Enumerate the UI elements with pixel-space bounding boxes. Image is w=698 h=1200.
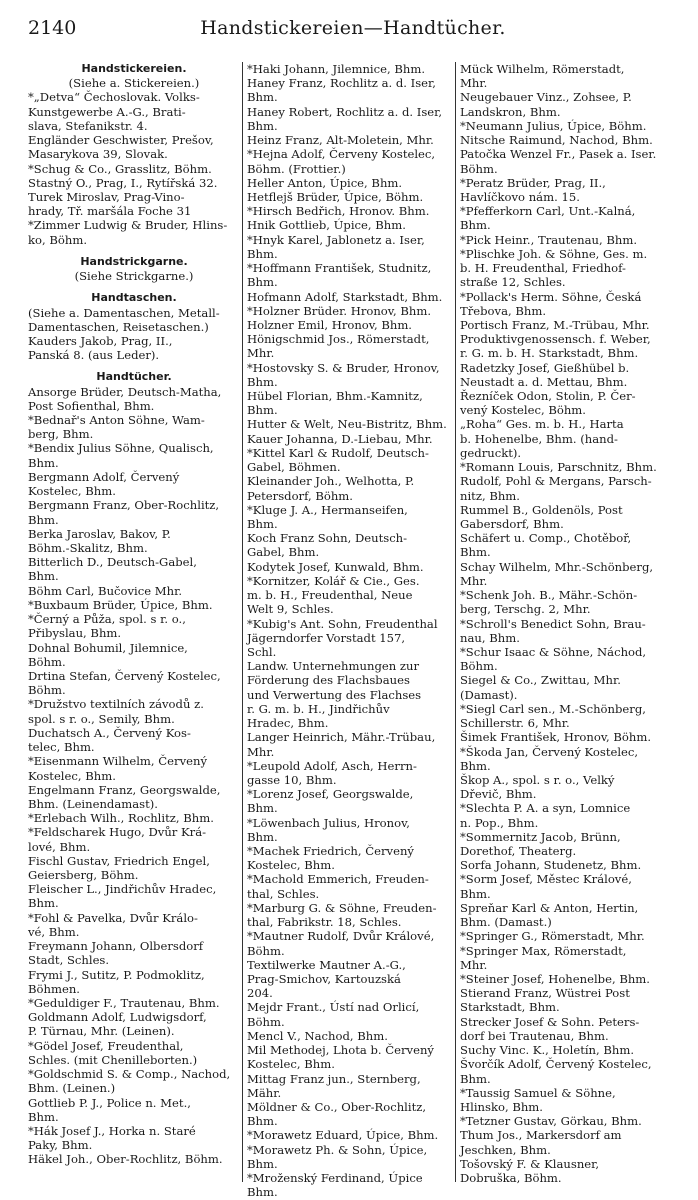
listing-line: *Neumann Julius, Úpice, Böhm. xyxy=(460,118,647,133)
column-2 xyxy=(247,62,453,1200)
listing-line: Berka Jaroslav, Bakov, P. xyxy=(28,526,171,541)
listing-line: Engländer Geschwister, Prešov, xyxy=(28,133,214,148)
listing-line: Engelmann Franz, Georgswalde, xyxy=(28,782,221,797)
listing-line: Möldner & Co., Ober-Rochlitz, xyxy=(247,1099,427,1114)
listing-line: *Taussig Samuel & Söhne, xyxy=(460,1085,616,1100)
listing-line: Heinz Franz, Alt-Moletein, Mhr. xyxy=(247,133,434,148)
listing-line: (Siehe a. Damentaschen, Metall- xyxy=(28,305,220,320)
listing-line: Ansorge Brüder, Deutsch-Matha, xyxy=(28,384,222,399)
listing-line: *Slechta P. A. a syn, Lomnice xyxy=(460,801,631,816)
listing-line: *Bednař's Anton Söhne, Wam- xyxy=(28,413,205,428)
listing-line: Hutter & Welt, Neu-Bistritz, Bhm. xyxy=(247,417,447,432)
listing-line: Hübel Florian, Bhm.-Kamnitz, xyxy=(247,389,423,404)
listing-line: *Černý a Půža, spol. s r. o., xyxy=(28,612,186,627)
listing-line: *Hostovsky S. & Bruder, Hronov, xyxy=(247,360,440,375)
listing-line: Landskron, Bhm. xyxy=(460,104,561,119)
listing-line: *Geduldiger F., Trautenau, Bhm. xyxy=(28,996,220,1010)
listing-line: *„Detva“ Čechoslovak. Volks- xyxy=(28,90,200,105)
listing-line: gedruckt). xyxy=(460,445,522,460)
listing-line: *Lorenz Josef, Georgswalde, xyxy=(247,787,414,802)
listing-line: *Fohl & Pavelka, Dvůr Králo- xyxy=(28,910,198,925)
listing-line: *Steiner Josef, Hohenelbe, Bhm. xyxy=(460,972,650,986)
section-heading: Handtaschen. xyxy=(91,291,177,305)
listing-line: Mil Methodej, Lhota b. Červený xyxy=(247,1043,434,1058)
listing-line: *Romann Louis, Parschnitz, Bhm. xyxy=(460,460,657,475)
listing-line: Rummel B., Goldenöls, Post xyxy=(460,502,623,517)
listing-line: *Zimmer Ludwig & Bruder, Hlins- xyxy=(28,218,228,233)
listing-line: Häkel Joh., Ober-Rochlitz, Böhm. xyxy=(28,1152,223,1167)
listing-line: Nitsche Raimund, Nachod, Bhm. xyxy=(460,133,653,148)
listing-line: Fleischer L., Jindřichův Hradec, xyxy=(28,882,217,897)
listing-line: Jägerndorfer Vorstadt 157, xyxy=(247,630,406,645)
listing-line: Gottlieb P. J., Police n. Met., xyxy=(28,1095,191,1110)
listing-line: Suchy Vinc. K., Holetín, Bhm. xyxy=(460,1043,635,1058)
listing-line: telec, Bhm. xyxy=(28,740,95,755)
listing-line: n. Pop., Bhm. xyxy=(460,815,539,830)
listing-line: *Hák Josef J., Horka n. Staré xyxy=(28,1123,196,1138)
listing-line: und Verwertung des Flachses xyxy=(247,687,422,702)
listing-line: Freymann Johann, Olbersdorf xyxy=(28,939,204,954)
listing-line: Mencl V., Nachod, Bhm. xyxy=(247,1028,388,1043)
listing-line: Goldmann Adolf, Ludwigsdorf, xyxy=(28,1010,207,1025)
listing-line: „Roha“ Ges. m. b. H., Harta xyxy=(460,417,624,432)
listing-line: *Morawetz Ph. & Sohn, Úpice, xyxy=(247,1142,428,1157)
listing-line: *Sorm Josef, Městec Králové, xyxy=(460,872,632,887)
listing-line: Mejdr Frant., Ústí nad Orlicí, xyxy=(247,1000,420,1015)
listing-line: *Pick Heinr., Trautenau, Bhm. xyxy=(460,232,638,247)
listing-line: (Siehe a. Stickereien.) xyxy=(68,76,200,91)
listing-line: gasse 10, Bhm. xyxy=(247,772,337,787)
listing-line: Tošovský F. & Klausner, xyxy=(460,1156,600,1171)
listing-line: Šimek František, Hronov, Böhm. xyxy=(460,730,652,745)
listing-line: Hetflejš Brüder, Úpice, Böhm. xyxy=(247,189,424,204)
listing-line: Hönigschmid Jos., Römerstadt, xyxy=(247,332,430,347)
listing-line: Jeschken, Bhm. xyxy=(460,1142,551,1157)
listing-line: Bhm. xyxy=(28,569,59,584)
listing-line: Welt 9, Schles. xyxy=(247,602,334,617)
listing-line: hrady, Tř. maršála Foche 31 xyxy=(28,204,192,219)
listing-line: Haney Franz, Rochlitz a. d. Iser, xyxy=(247,76,436,91)
listing-line: *Hoffmann František, Studnitz, xyxy=(247,261,432,276)
listing-line: slava, Stefanikstr. 4. xyxy=(28,118,148,133)
listing-line: Radetzky Josef, Gießhübel b. xyxy=(460,360,630,375)
listing-line: *Škoda Jan, Červený Kostelec, xyxy=(460,744,639,759)
listing-line: Böhm. xyxy=(28,683,66,698)
listing-line: Mittag Franz jun., Sternberg, xyxy=(247,1071,421,1086)
listing-line: Böhmen. xyxy=(28,981,80,996)
listing-line: Kostelec, Bhm. xyxy=(28,768,116,783)
listing-line: *Springer G., Römerstadt, Mhr. xyxy=(460,929,645,944)
listing-line: P. Türnau, Mhr. (Leinen). xyxy=(28,1024,175,1039)
listing-line: b. Hohenelbe, Bhm. (hand- xyxy=(460,431,618,446)
listing-line: Hlinsko, Bhm. xyxy=(460,1099,543,1114)
listing-line: Třebova, Bhm. xyxy=(460,303,547,318)
listing-line: Mähr. xyxy=(247,1085,282,1100)
listing-line: Bhm. xyxy=(247,1185,278,1200)
listing-line: *Erlebach Wilh., Rochlitz, Bhm. xyxy=(28,811,214,826)
column-divider xyxy=(455,62,456,1182)
listing-line: *Morawetz Eduard, Úpice, Bhm. xyxy=(247,1128,439,1143)
listing-line: Gabel, Böhmen. xyxy=(247,460,341,475)
listing-line: Frymi J., Sutitz, P. Podmoklitz, xyxy=(28,967,205,982)
listing-line: Mhr. xyxy=(247,744,275,759)
running-title: Handstickereien—Handtücher. xyxy=(200,17,506,39)
listing-line: Gabersdorf, Bhm. xyxy=(460,517,564,531)
listing-line: *Tetzner Gustav, Görkau, Bhm. xyxy=(460,1114,642,1129)
listing-line: Bitterlich D., Deutsch-Gabel, xyxy=(28,555,197,570)
listing-line: Böhm Carl, Bučovice Mhr. xyxy=(28,583,183,598)
listing-line: ko, Böhm. xyxy=(28,232,88,247)
listing-line: Stadt, Schles. xyxy=(28,953,110,968)
listing-line: Bhm. xyxy=(247,1114,278,1129)
listing-line: Bhm. xyxy=(460,1071,491,1086)
listing-line: Kostelec, Bhm. xyxy=(247,1057,335,1072)
listing-line: Geiersberg, Böhm. xyxy=(28,868,139,883)
section-heading: Handstrickgarne. xyxy=(80,254,188,268)
listing-line: *Kubig's Ant. Sohn, Freudenthal xyxy=(247,616,438,631)
listing-line: Förderung des Flachsbaues xyxy=(247,673,410,688)
listing-line: Spreňar Karl & Anton, Hertin, xyxy=(460,900,639,915)
listing-line: *Löwenbach Julius, Hronov, xyxy=(247,815,410,830)
listing-line: Starkstadt, Bhm. xyxy=(460,1000,560,1015)
listing-line: Strecker Josef & Sohn. Peters- xyxy=(460,1014,640,1029)
listing-line: lové, Bhm. xyxy=(28,839,91,854)
listing-line: Neustadt a. d. Mettau, Bhm. xyxy=(460,374,628,389)
listing-line: Gabel, Bhm. xyxy=(247,545,320,560)
listing-line: Bhm. xyxy=(28,896,59,911)
listing-line: Heller Anton, Úpice, Bhm. xyxy=(247,175,403,190)
listing-line: straße 12, Schles. xyxy=(460,275,566,290)
listing-line: r. G. m. b. H., Jindřichův xyxy=(247,701,390,716)
listing-line: r. G. m. b. H. Starkstadt, Bhm. xyxy=(460,346,639,361)
section-heading: Handtücher. xyxy=(96,370,172,384)
spacer xyxy=(28,247,240,255)
listing-line: Dřevič, Bhm. xyxy=(460,787,537,802)
listing-line: *Buxbaum Brüder, Úpice, Bhm. xyxy=(28,597,213,612)
listing-line: Bhm. (Leinen.) xyxy=(28,1081,116,1096)
listing-line: Holzner Emil, Hronov, Bhm. xyxy=(247,317,412,332)
listing-line: Drtina Stefan, Červený Kostelec, xyxy=(28,668,221,683)
listing-line: Böhm. (Frottier.) xyxy=(247,161,346,176)
listing-line: Havlíčkovo nám. 15. xyxy=(460,189,580,204)
listing-line: Švorčík Adolf, Červený Kostelec, xyxy=(460,1057,652,1072)
listing-line: Panská 8. (aus Leder). xyxy=(28,348,160,363)
listing-line: Schl. xyxy=(247,644,277,659)
spacer xyxy=(28,362,240,370)
listing-line: Schäfert u. Comp., Chotěboř, xyxy=(460,531,632,546)
listing-line: Böhm. xyxy=(28,654,66,669)
listing-line: Kostelec, Bhm. xyxy=(247,858,335,873)
listing-line: spol. s r. o., Semily, Bhm. xyxy=(28,711,175,726)
listing-line: Damentaschen, Reisetaschen.) xyxy=(28,319,209,334)
listing-line: Mück Wilhelm, Römerstadt, xyxy=(460,62,625,76)
listing-line: Mhr. xyxy=(460,957,488,972)
listing-line: Stierand Franz, Wüstrei Post xyxy=(460,986,630,1001)
page-number: 2140 xyxy=(28,17,77,39)
listing-line: Portisch Franz, M.-Trübau, Mhr. xyxy=(460,317,650,332)
listing-line: Kleinander Joh., Welhotta, P. xyxy=(247,474,415,489)
column-divider xyxy=(242,62,243,1182)
listing-line: *Peratz Brüder, Prag, II., xyxy=(460,175,606,190)
listing-line: Stastný O., Prag, I., Rytířská 32. xyxy=(28,175,218,190)
listing-line: Bhm. xyxy=(247,403,278,418)
listing-line: *Haki Johann, Jilemnice, Bhm. xyxy=(247,62,426,76)
listing-line: Hnik Gottlieb, Úpice, Bhm. xyxy=(247,218,406,233)
listing-line: Böhm. xyxy=(247,1014,285,1029)
listing-line: *Schenk Joh. B., Mähr.-Schön- xyxy=(460,588,638,603)
listing-line: Fischl Gustav, Friedrich Engel, xyxy=(28,853,210,868)
listing-line: Bhm. xyxy=(247,374,278,389)
listing-line: Bhm. xyxy=(28,455,59,470)
listing-line: (Damast). xyxy=(460,687,518,702)
page-header xyxy=(28,14,678,42)
listing-line: Bhm. xyxy=(247,275,278,290)
listing-line: Bhm. xyxy=(460,218,491,233)
listing-line: b. H. Freudenthal, Friedhof- xyxy=(460,261,626,276)
listing-line: Kodytek Josef, Kunwald, Bhm. xyxy=(247,559,424,574)
listing-line: Kunstgewerbe A.-G., Brati- xyxy=(28,104,186,119)
listing-line: Paky, Bhm. xyxy=(28,1138,93,1153)
listing-line: Kauer Johanna, D.-Liebau, Mhr. xyxy=(247,431,433,446)
listing-line: Kauders Jakob, Prag, II., xyxy=(28,333,173,348)
listing-line: m. b. H., Freudenthal, Neue xyxy=(247,588,413,603)
listing-line: Rudolf, Pohl & Mergans, Parsch- xyxy=(460,474,652,489)
listing-line: *Mautner Rudolf, Dvůr Králové, xyxy=(247,929,435,944)
listing-line: *Gödel Josef, Freudenthal, xyxy=(28,1038,184,1053)
listing-line: Haney Robert, Rochlitz a. d. Iser, xyxy=(247,104,443,119)
listing-line: *Hnyk Karel, Jablonetz a. Iser, xyxy=(247,232,425,247)
column-3 xyxy=(460,62,671,1186)
listing-line: *Holzner Brüder. Hronov, Bhm. xyxy=(247,303,431,318)
listing-line: Bhm. xyxy=(247,246,278,261)
listing-line: Bergmann Adolf, Červený xyxy=(28,469,180,484)
listing-line: nau, Bhm. xyxy=(460,630,520,645)
listing-line: Bhm. xyxy=(28,512,59,527)
listing-line: *Machek Friedrich, Červený xyxy=(247,844,414,859)
listing-line: Mhr. xyxy=(460,76,488,91)
listing-line: Bhm. xyxy=(460,758,491,773)
listing-line: *Pfefferkorn Carl, Unt.-Kalná, xyxy=(460,204,636,219)
listing-line: Duchatsch A., Červený Kos- xyxy=(28,725,191,740)
listing-line: *Plischke Joh. & Söhne, Ges. m. xyxy=(460,246,648,261)
listing-line: Prag-Smichov, Kartouzská xyxy=(247,972,401,986)
listing-line: *Goldschmid S. & Comp., Nachod, xyxy=(28,1067,231,1082)
listing-line: thal, Fabrikstr. 18, Schles. xyxy=(247,915,402,930)
listing-line: Schay Wilhelm, Mhr.-Schönberg, xyxy=(460,559,654,574)
listing-line: *Sommernitz Jacob, Brünn, xyxy=(460,829,621,844)
listing-line: Produktivgenossensch. f. Weber, xyxy=(460,332,651,347)
listing-line: Petersdorf, Böhm. xyxy=(247,488,353,503)
listing-line: Böhm. xyxy=(247,943,285,958)
listing-line: Langer Heinrich, Mähr.-Trübau, xyxy=(247,730,436,745)
listing-line: Mhr. xyxy=(460,573,488,588)
listing-line: Bergmann Franz, Ober-Rochlitz, xyxy=(28,498,220,513)
listing-line: Bhm. xyxy=(247,801,278,816)
listing-line: Hofmann Adolf, Starkstadt, Bhm. xyxy=(247,289,443,304)
listing-line: Siegel & Co., Zwittau, Mhr. xyxy=(460,673,621,688)
listing-line: Bhm. xyxy=(247,517,278,531)
listing-line: Bhm. xyxy=(28,1109,59,1124)
listing-line: *Marburg G. & Söhne, Freuden- xyxy=(247,900,437,915)
listing-line: 204. xyxy=(247,986,273,1001)
listing-line: *Schroll's Benedict Sohn, Brau- xyxy=(460,616,646,631)
listing-line: Řezníček Odon, Stolin, P. Čer- xyxy=(460,389,636,404)
listing-line: Bhm. xyxy=(247,90,278,105)
listing-line: *Springer Max, Römerstadt, xyxy=(460,943,627,958)
listing-line: Bhm. xyxy=(247,829,278,844)
listing-line: Böhm.-Skalitz, Bhm. xyxy=(28,541,148,555)
listing-line: *Siegl Carl sen., M.-Schönberg, xyxy=(460,701,646,716)
listing-line: thal, Schles. xyxy=(247,886,320,901)
listing-line: dorf bei Trautenau, Bhm. xyxy=(460,1028,609,1043)
listing-line: *Kornitzer, Kolář & Cie., Ges. xyxy=(247,573,420,588)
spacer xyxy=(28,283,240,291)
listing-line: Přibyslau, Bhm. xyxy=(28,626,122,641)
listing-line: *Kluge J. A., Hermanseifen, xyxy=(247,502,408,517)
listing-line: Böhm. xyxy=(460,659,498,674)
listing-line: Landw. Unternehmungen zur xyxy=(247,659,419,674)
listing-line: Schillerstr. 6, Mhr. xyxy=(460,716,570,731)
listing-line: Kostelec, Bhm. xyxy=(28,484,116,499)
listing-line: *Feldscharek Hugo, Dvůr Krá- xyxy=(28,825,207,840)
listing-line: *Družstvo textilních závodů z. xyxy=(28,697,204,712)
listing-line: berg, Terschg. 2, Mhr. xyxy=(460,602,591,617)
listing-line: *Hirsch Bedřich, Hronov. Bhm. xyxy=(247,204,430,219)
listing-line: (Siehe Strickgarne.) xyxy=(74,269,194,284)
listing-line: vé, Bhm. xyxy=(28,924,80,939)
column-1 xyxy=(28,62,240,1182)
listing-line: Sorfa Johann, Studenetz, Bhm. xyxy=(460,858,642,873)
listing-line: Bhm. (Leinendamast). xyxy=(28,796,158,811)
listing-line: *Schug & Co., Grasslitz, Böhm. xyxy=(28,161,212,176)
listing-line: Neugebauer Vinz., Zohsee, P. xyxy=(460,90,632,105)
listing-line: vený Kostelec, Böhm. xyxy=(460,403,586,418)
listing-line: Thum Jos., Markersdorf am xyxy=(460,1128,622,1143)
listing-line: Dorethof, Theaterg. xyxy=(460,844,577,859)
listing-line: *Pollack's Herm. Söhne, Česká xyxy=(460,289,642,304)
listing-line: *Eisenmann Wilhelm, Červený xyxy=(28,754,208,769)
listing-line: Bhm. xyxy=(460,545,491,560)
listing-line: Koch Franz Sohn, Deutsch- xyxy=(247,531,408,546)
listing-line: Bhm. (Damast.) xyxy=(460,915,552,930)
listing-line: Dobruška, Böhm. xyxy=(460,1171,562,1186)
listing-line: Hradec, Bhm. xyxy=(247,716,329,731)
listing-line: Bhm. xyxy=(247,1156,278,1171)
listing-line: Textilwerke Mautner A.-G., xyxy=(247,957,406,972)
listing-line: *Bendix Julius Söhne, Qualisch, xyxy=(28,441,214,456)
listing-line: Patočka Wenzel Fr., Pasek a. Iser. xyxy=(460,147,657,162)
listing-line: nitz, Bhm. xyxy=(460,488,520,503)
listing-line: Škop A., spol. s r. o., Velký xyxy=(460,772,615,787)
listing-line: *Hejna Adolf, Červeny Kostelec, xyxy=(247,147,436,162)
listing-line: Bhm. xyxy=(460,886,491,901)
listing-line: Masarykova 39, Slovak. xyxy=(28,147,168,162)
listing-line: berg, Bhm. xyxy=(28,427,94,442)
listing-line: *Leupold Adolf, Asch, Herrn- xyxy=(247,758,417,773)
listing-line: Böhm. xyxy=(460,161,498,176)
listing-line: Post Sofienthal, Bhm. xyxy=(28,398,155,413)
columns xyxy=(28,62,671,1200)
listing-line: *Machold Emmerich, Freuden- xyxy=(247,872,429,887)
listing-line: *Kittel Karl & Rudolf, Deutsch- xyxy=(247,445,429,460)
section-heading: Handstickereien. xyxy=(81,62,187,75)
listing-line: Schles. (mit Chenilleborten.) xyxy=(28,1052,198,1067)
listing-line: *Schur Isaac & Söhne, Náchod, xyxy=(460,644,647,659)
listing-line: Dohnal Bohumil, Jilemnice, xyxy=(28,640,188,655)
listing-line: Bhm. xyxy=(247,118,278,133)
listing-line: Mhr. xyxy=(247,346,275,361)
listing-line: *Mroženský Ferdinand, Úpice xyxy=(247,1171,423,1186)
listing-line: Turek Miroslav, Prag-Vino- xyxy=(28,189,185,204)
